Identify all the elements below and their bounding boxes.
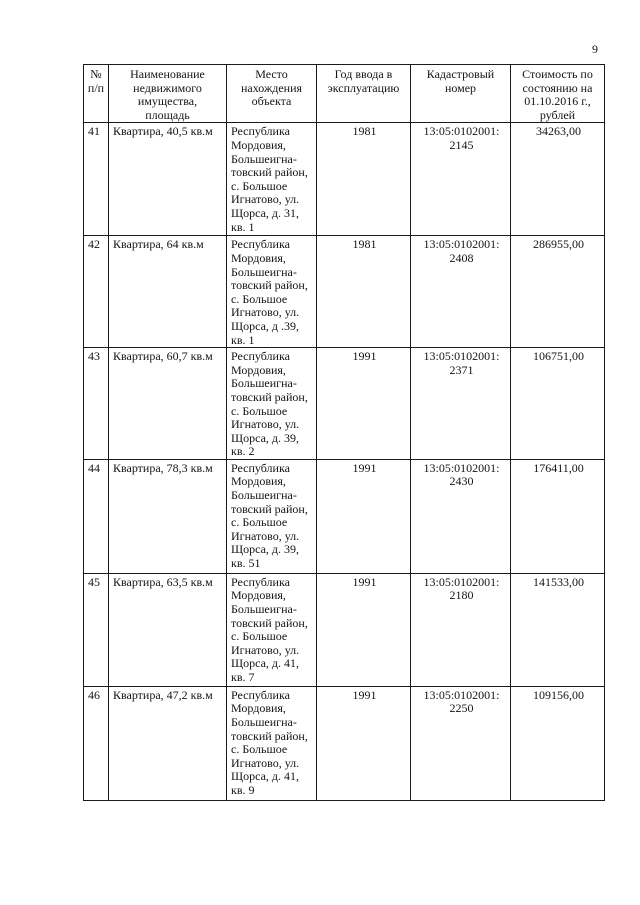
cell-address: Республика Мордовия, Большеигна- товский район, с. Большое Игнатово, ул. Щорса, д. 31, кв. 1	[227, 123, 317, 236]
cell-cost: 106751,00	[511, 348, 605, 460]
cell-cost: 109156,00	[511, 686, 605, 800]
cell-cadastral-number: 13:05:0102001: 2408	[411, 236, 511, 348]
cell-number: 43	[84, 348, 109, 460]
cell-cadastral-number: 13:05:0102001: 2430	[411, 459, 511, 573]
cell-cadastral-number: 13:05:0102001: 2371	[411, 348, 511, 460]
table-row	[84, 459, 605, 573]
table-header-row	[84, 65, 605, 123]
header-location: Место нахождения объекта	[227, 65, 317, 123]
cell-number: 42	[84, 236, 109, 348]
cell-address: Республика Мордовия, Большеигна- товский район, с. Большое Игнатово, ул. Щорса, д. 41, кв. 7	[227, 573, 317, 686]
header-cadastral: Кадастровый номер	[411, 65, 511, 123]
cell-address: Республика Мордовия, Большеигна- товский район, с. Большое Игнатово, ул. Щорса, д. 39, кв. 2	[227, 348, 317, 460]
header-cost: Стоимость по состоянию на 01.10.2016 г., рублей	[511, 65, 605, 123]
page-number: 9	[592, 42, 598, 56]
cell-cadastral-number: 13:05:0102001: 2145	[411, 123, 511, 236]
cell-cost: 141533,00	[511, 573, 605, 686]
header-number: № п/п	[84, 65, 109, 123]
cell-cadastral-number: 13:05:0102001: 2250	[411, 686, 511, 800]
cell-address: Республика Мордовия, Большеигна- товский район, с. Большое Игнатово, ул. Щорса, д .39, кв. 1	[227, 236, 317, 348]
cell-year: 1991	[317, 573, 411, 686]
table-row	[84, 686, 605, 800]
cell-number: 45	[84, 573, 109, 686]
cell-year: 1981	[317, 236, 411, 348]
table-row	[84, 236, 605, 348]
table-row	[84, 348, 605, 460]
cell-name: Квартира, 60,7 кв.м	[109, 348, 227, 460]
cell-address: Республика Мордовия, Большеигна- товский район, с. Большое Игнатово, ул. Щорса, д. 41, кв. 9	[227, 686, 317, 800]
table-row	[84, 573, 605, 686]
cell-year: 1991	[317, 686, 411, 800]
cell-name: Квартира, 78,3 кв.м	[109, 459, 227, 573]
cell-name: Квартира, 63,5 кв.м	[109, 573, 227, 686]
table-row	[84, 123, 605, 236]
real-estate-table	[83, 64, 605, 801]
header-year: Год ввода в эксплуатацию	[317, 65, 411, 123]
cell-name: Квартира, 64 кв.м	[109, 236, 227, 348]
cell-name: Квартира, 40,5 кв.м	[109, 123, 227, 236]
cell-number: 44	[84, 459, 109, 573]
cell-year: 1991	[317, 459, 411, 573]
cell-year: 1991	[317, 348, 411, 460]
cell-address: Республика Мордовия, Большеигна- товский район, с. Большое Игнатово, ул. Щорса, д. 39, кв. 51	[227, 459, 317, 573]
cell-cost: 34263,00	[511, 123, 605, 236]
cell-cost: 176411,00	[511, 459, 605, 573]
cell-cadastral-number: 13:05:0102001: 2180	[411, 573, 511, 686]
cell-year: 1981	[317, 123, 411, 236]
cell-cost: 286955,00	[511, 236, 605, 348]
cell-name: Квартира, 47,2 кв.м	[109, 686, 227, 800]
cell-number: 46	[84, 686, 109, 800]
cell-number: 41	[84, 123, 109, 236]
header-name: Наименование недвижимого имущества, площадь	[109, 65, 227, 123]
